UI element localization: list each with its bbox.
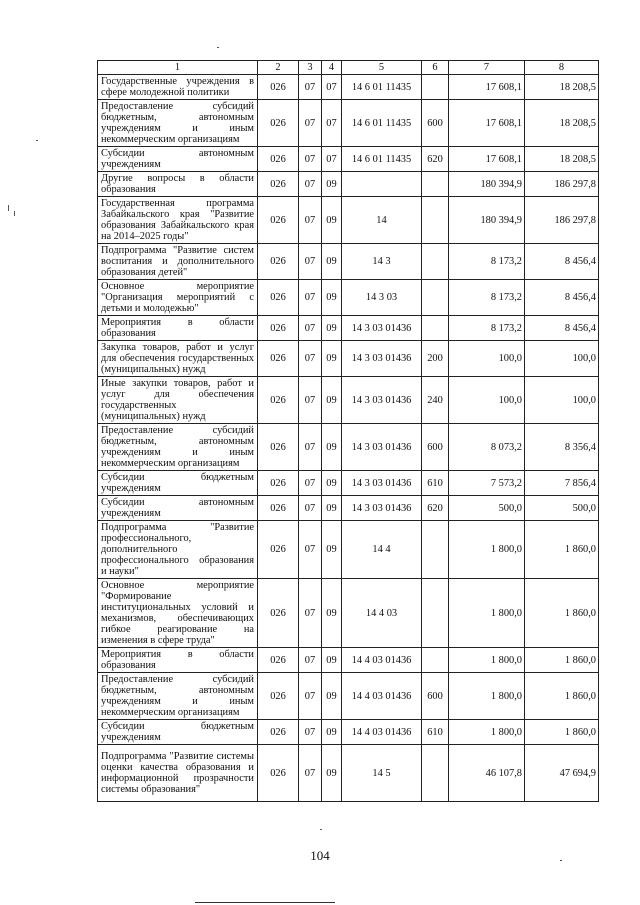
amount-year-2-cell: 1 860,0	[525, 720, 599, 745]
expense-type-cell: 600	[422, 673, 449, 720]
amount-year-1-cell: 100,0	[449, 377, 525, 424]
amount-year-1-cell: 17 608,1	[449, 75, 525, 100]
expense-type-cell: 600	[422, 100, 449, 147]
expense-type-cell	[422, 579, 449, 648]
amount-year-1-cell: 1 800,0	[449, 673, 525, 720]
subsection-code-cell: 09	[322, 280, 342, 316]
department-code-cell: 026	[258, 521, 299, 579]
amount-year-2-cell: 8 456,4	[525, 280, 599, 316]
target-item-cell	[342, 172, 422, 197]
subsection-code-cell: 09	[322, 172, 342, 197]
row-name-cell: Субсидии автономным учреждениям	[98, 147, 258, 172]
target-item-cell: 14 3 03 01436	[342, 471, 422, 496]
expense-type-cell	[422, 745, 449, 802]
target-item-cell: 14	[342, 197, 422, 244]
department-code-cell: 026	[258, 424, 299, 471]
row-name-cell: Подпрограмма "Развитие систем воспитания и дополнительного образования детей"	[98, 244, 258, 280]
target-item-cell: 14 4 03 01436	[342, 720, 422, 745]
department-code-cell: 026	[258, 172, 299, 197]
row-name-cell: Закупка товаров, работ и услуг для обеспечения государственных (муниципальных) нужд	[98, 341, 258, 377]
amount-year-1-cell: 1 800,0	[449, 521, 525, 579]
department-code-cell: 026	[258, 471, 299, 496]
section-code-cell: 07	[299, 316, 322, 341]
department-code-cell: 026	[258, 341, 299, 377]
row-name-cell: Предоставление субсидий бюджетным, автономным учреждениям и иным некоммерческим организациям	[98, 100, 258, 147]
amount-year-2-cell: 1 860,0	[525, 673, 599, 720]
amount-year-1-cell: 8 173,2	[449, 280, 525, 316]
amount-year-2-cell: 7 856,4	[525, 471, 599, 496]
section-code-cell: 07	[299, 172, 322, 197]
department-code-cell: 026	[258, 280, 299, 316]
target-item-cell: 14 3 03 01436	[342, 316, 422, 341]
section-code-cell: 07	[299, 244, 322, 280]
column-header: 2	[258, 61, 299, 75]
budget-table	[97, 60, 599, 802]
table-row	[98, 579, 599, 648]
section-code-cell: 07	[299, 100, 322, 147]
amount-year-2-cell: 500,0	[525, 496, 599, 521]
amount-year-1-cell: 7 573,2	[449, 471, 525, 496]
scan-speck	[217, 47, 219, 48]
amount-year-1-cell: 8 173,2	[449, 316, 525, 341]
table-row	[98, 75, 599, 100]
subsection-code-cell: 07	[322, 75, 342, 100]
amount-year-2-cell: 1 860,0	[525, 521, 599, 579]
amount-year-1-cell: 100,0	[449, 341, 525, 377]
subsection-code-cell: 09	[322, 745, 342, 802]
department-code-cell: 026	[258, 673, 299, 720]
subsection-code-cell: 09	[322, 720, 342, 745]
amount-year-2-cell: 8 356,4	[525, 424, 599, 471]
footer-divider	[195, 902, 335, 903]
department-code-cell: 026	[258, 244, 299, 280]
scan-speck	[560, 860, 562, 861]
section-code-cell: 07	[299, 280, 322, 316]
amount-year-1-cell: 1 800,0	[449, 720, 525, 745]
scan-speck	[320, 829, 322, 830]
table-row	[98, 471, 599, 496]
column-header: 1	[98, 61, 258, 75]
department-code-cell: 026	[258, 720, 299, 745]
expense-type-cell: 600	[422, 424, 449, 471]
row-name-cell: Мероприятия в области образования	[98, 316, 258, 341]
section-code-cell: 07	[299, 496, 322, 521]
column-header: 3	[299, 61, 322, 75]
target-item-cell: 14 3 03 01436	[342, 424, 422, 471]
department-code-cell: 026	[258, 147, 299, 172]
column-header: 6	[422, 61, 449, 75]
subsection-code-cell: 09	[322, 579, 342, 648]
subsection-code-cell: 09	[322, 197, 342, 244]
subsection-code-cell: 09	[322, 496, 342, 521]
amount-year-1-cell: 500,0	[449, 496, 525, 521]
scan-speck	[14, 211, 15, 216]
target-item-cell: 14 3 03 01436	[342, 496, 422, 521]
expense-type-cell	[422, 75, 449, 100]
target-item-cell: 14 3 03	[342, 280, 422, 316]
table-row	[98, 720, 599, 745]
amount-year-2-cell: 47 694,9	[525, 745, 599, 802]
subsection-code-cell: 09	[322, 377, 342, 424]
subsection-code-cell: 09	[322, 424, 342, 471]
row-name-cell: Иные закупки товаров, работ и услуг для обеспечения государственных (муниципальных) нужд	[98, 377, 258, 424]
amount-year-1-cell: 8 173,2	[449, 244, 525, 280]
target-item-cell: 14 3 03 01436	[342, 341, 422, 377]
section-code-cell: 07	[299, 147, 322, 172]
subsection-code-cell: 09	[322, 521, 342, 579]
amount-year-1-cell: 17 608,1	[449, 147, 525, 172]
expense-type-cell	[422, 648, 449, 673]
table-row	[98, 147, 599, 172]
amount-year-1-cell: 17 608,1	[449, 100, 525, 147]
column-header: 8	[525, 61, 599, 75]
table-row	[98, 316, 599, 341]
amount-year-2-cell: 100,0	[525, 341, 599, 377]
target-item-cell: 14 3 03 01436	[342, 377, 422, 424]
section-code-cell: 07	[299, 424, 322, 471]
table-row	[98, 341, 599, 377]
section-code-cell: 07	[299, 471, 322, 496]
section-code-cell: 07	[299, 673, 322, 720]
amount-year-2-cell: 18 208,5	[525, 75, 599, 100]
department-code-cell: 026	[258, 745, 299, 802]
row-name-cell: Подпрограмма "Развитие профессионального, дополнительного профессионального образования и науки"	[98, 521, 258, 579]
amount-year-2-cell: 186 297,8	[525, 197, 599, 244]
expense-type-cell: 620	[422, 147, 449, 172]
amount-year-1-cell: 8 073,2	[449, 424, 525, 471]
table-row	[98, 280, 599, 316]
department-code-cell: 026	[258, 377, 299, 424]
row-name-cell: Подпрограмма "Развитие системы оценки качества образования и информационной прозрачности системы образования"	[98, 745, 258, 802]
subsection-code-cell: 09	[322, 648, 342, 673]
amount-year-2-cell: 100,0	[525, 377, 599, 424]
target-item-cell: 14 4	[342, 521, 422, 579]
expense-type-cell: 200	[422, 341, 449, 377]
target-item-cell: 14 4 03 01436	[342, 673, 422, 720]
amount-year-2-cell: 18 208,5	[525, 100, 599, 147]
amount-year-2-cell: 1 860,0	[525, 648, 599, 673]
target-item-cell: 14 6 01 11435	[342, 100, 422, 147]
target-item-cell: 14 4 03 01436	[342, 648, 422, 673]
section-code-cell: 07	[299, 341, 322, 377]
table-row	[98, 172, 599, 197]
department-code-cell: 026	[258, 197, 299, 244]
target-item-cell: 14 3	[342, 244, 422, 280]
expense-type-cell: 610	[422, 471, 449, 496]
target-item-cell: 14 6 01 11435	[342, 75, 422, 100]
row-name-cell: Государственная программа Забайкальского края "Развитие образования Забайкальского края на 2014–2025 годы"	[98, 197, 258, 244]
row-name-cell: Субсидии бюджетным учреждениям	[98, 720, 258, 745]
section-code-cell: 07	[299, 377, 322, 424]
section-code-cell: 07	[299, 648, 322, 673]
department-code-cell: 026	[258, 648, 299, 673]
subsection-code-cell: 09	[322, 471, 342, 496]
department-code-cell: 026	[258, 75, 299, 100]
table-body	[98, 75, 599, 802]
amount-year-2-cell: 186 297,8	[525, 172, 599, 197]
department-code-cell: 026	[258, 579, 299, 648]
scan-speck	[36, 140, 38, 141]
department-code-cell: 026	[258, 496, 299, 521]
row-name-cell: Основное мероприятие "Организация мероприятий с детьми и молодежью"	[98, 280, 258, 316]
row-name-cell: Мероприятия в области образования	[98, 648, 258, 673]
table-row	[98, 244, 599, 280]
table-row	[98, 100, 599, 147]
target-item-cell: 14 4 03	[342, 579, 422, 648]
expense-type-cell	[422, 197, 449, 244]
target-item-cell: 14 5	[342, 745, 422, 802]
subsection-code-cell: 09	[322, 316, 342, 341]
amount-year-2-cell: 8 456,4	[525, 244, 599, 280]
expense-type-cell	[422, 316, 449, 341]
column-header: 7	[449, 61, 525, 75]
expense-type-cell	[422, 280, 449, 316]
section-code-cell: 07	[299, 720, 322, 745]
amount-year-2-cell: 18 208,5	[525, 147, 599, 172]
amount-year-1-cell: 1 800,0	[449, 579, 525, 648]
table-header-row	[98, 61, 599, 75]
expense-type-cell: 620	[422, 496, 449, 521]
amount-year-1-cell: 180 394,9	[449, 197, 525, 244]
amount-year-1-cell: 1 800,0	[449, 648, 525, 673]
expense-type-cell: 240	[422, 377, 449, 424]
expense-type-cell: 610	[422, 720, 449, 745]
row-name-cell: Предоставление субсидий бюджетным, автономным учреждениям и иным некоммерческим организациям	[98, 673, 258, 720]
table-row	[98, 377, 599, 424]
table-row	[98, 673, 599, 720]
row-name-cell: Предоставление субсидий бюджетным, автономным учреждениям и иным некоммерческим организациям	[98, 424, 258, 471]
amount-year-1-cell: 46 107,8	[449, 745, 525, 802]
column-header: 4	[322, 61, 342, 75]
table-row	[98, 496, 599, 521]
scan-speck	[8, 205, 9, 211]
subsection-code-cell: 07	[322, 100, 342, 147]
section-code-cell: 07	[299, 521, 322, 579]
subsection-code-cell: 07	[322, 147, 342, 172]
table-row	[98, 521, 599, 579]
amount-year-2-cell: 1 860,0	[525, 579, 599, 648]
target-item-cell: 14 6 01 11435	[342, 147, 422, 172]
expense-type-cell	[422, 521, 449, 579]
row-name-cell: Основное мероприятие "Формирование институциональных условий и механизмов, обеспечивающих гибкое реагирование на изменения в сфере труда"	[98, 579, 258, 648]
page-number: 104	[310, 848, 330, 863]
row-name-cell: Субсидии автономным учреждениям	[98, 496, 258, 521]
department-code-cell: 026	[258, 100, 299, 147]
expense-type-cell	[422, 244, 449, 280]
amount-year-2-cell: 8 456,4	[525, 316, 599, 341]
section-code-cell: 07	[299, 197, 322, 244]
table-row	[98, 197, 599, 244]
expense-type-cell	[422, 172, 449, 197]
row-name-cell: Государственные учреждения в сфере молодежной политики	[98, 75, 258, 100]
table-row	[98, 648, 599, 673]
subsection-code-cell: 09	[322, 244, 342, 280]
department-code-cell: 026	[258, 316, 299, 341]
section-code-cell: 07	[299, 579, 322, 648]
subsection-code-cell: 09	[322, 341, 342, 377]
row-name-cell: Другие вопросы в области образования	[98, 172, 258, 197]
amount-year-1-cell: 180 394,9	[449, 172, 525, 197]
subsection-code-cell: 09	[322, 673, 342, 720]
section-code-cell: 07	[299, 75, 322, 100]
section-code-cell: 07	[299, 745, 322, 802]
table-row	[98, 745, 599, 802]
column-header: 5	[342, 61, 422, 75]
row-name-cell: Субсидии бюджетным учреждениям	[98, 471, 258, 496]
table-row	[98, 424, 599, 471]
